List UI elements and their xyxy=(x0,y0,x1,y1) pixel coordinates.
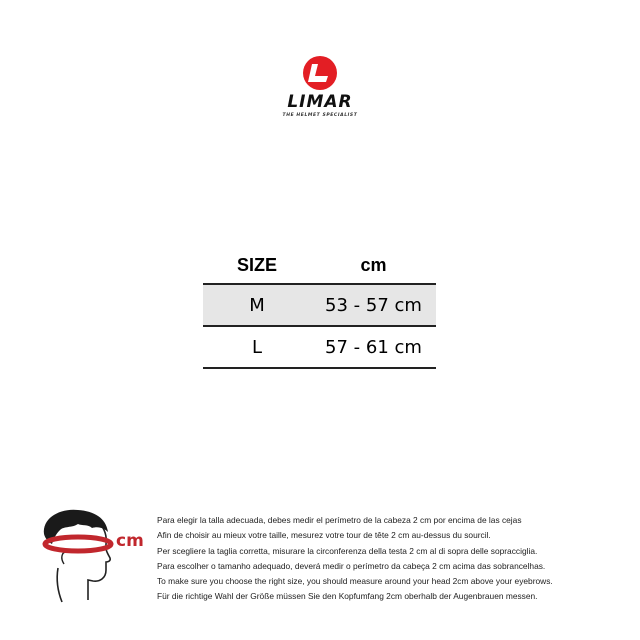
head-measure-icon xyxy=(38,508,118,608)
range-cell: 57 - 61 cm xyxy=(311,326,436,368)
table-row xyxy=(203,326,436,368)
instruction-line: Para elegir la talla adecuada, debes medir el perímetro de la cabeza 2 cm por encima de las cejas xyxy=(157,515,522,525)
range-cell: 53 - 57 cm xyxy=(311,284,436,326)
size-table xyxy=(203,247,436,369)
table-row xyxy=(203,284,436,326)
instruction-line: To make sure you choose the right size, you should measure around your head 2cm above your eyebrows. xyxy=(157,576,553,587)
limar-logo-icon xyxy=(268,56,372,92)
brand-tagline: THE HELMET SPECIALIST xyxy=(282,113,358,118)
size-cell: L xyxy=(203,326,311,368)
column-header-size: SIZE xyxy=(203,247,311,284)
brand-name: LIMAR xyxy=(287,92,353,112)
column-header-cm: cm xyxy=(311,247,436,284)
instruction-line: Für die richtige Wahl der Größe müssen Sie den Kopfumfang 2cm oberhalb der Augenbrauen messen. xyxy=(157,591,538,602)
instruction-line: Para escolher o tamanho adequado, deverá medir o perímetro da cabeça 2 cm acima das sobrancelhas. xyxy=(157,560,546,571)
instruction-line: Per scegliere la taglia corretta, misurare la circonferenza della testa 2 cm al di sopra delle sopracciglia. xyxy=(157,545,538,556)
size-cell: M xyxy=(203,284,311,326)
table-header-row xyxy=(203,247,436,284)
brand-logo xyxy=(268,56,372,126)
measure-instructions xyxy=(157,513,637,605)
head-measure-illustration xyxy=(38,508,158,608)
unit-label: cm xyxy=(116,531,144,551)
instruction-line: Afin de choisir au mieux votre taille, mesurez votre tour de tête 2 cm au-dessus du sourcil. xyxy=(157,530,491,541)
